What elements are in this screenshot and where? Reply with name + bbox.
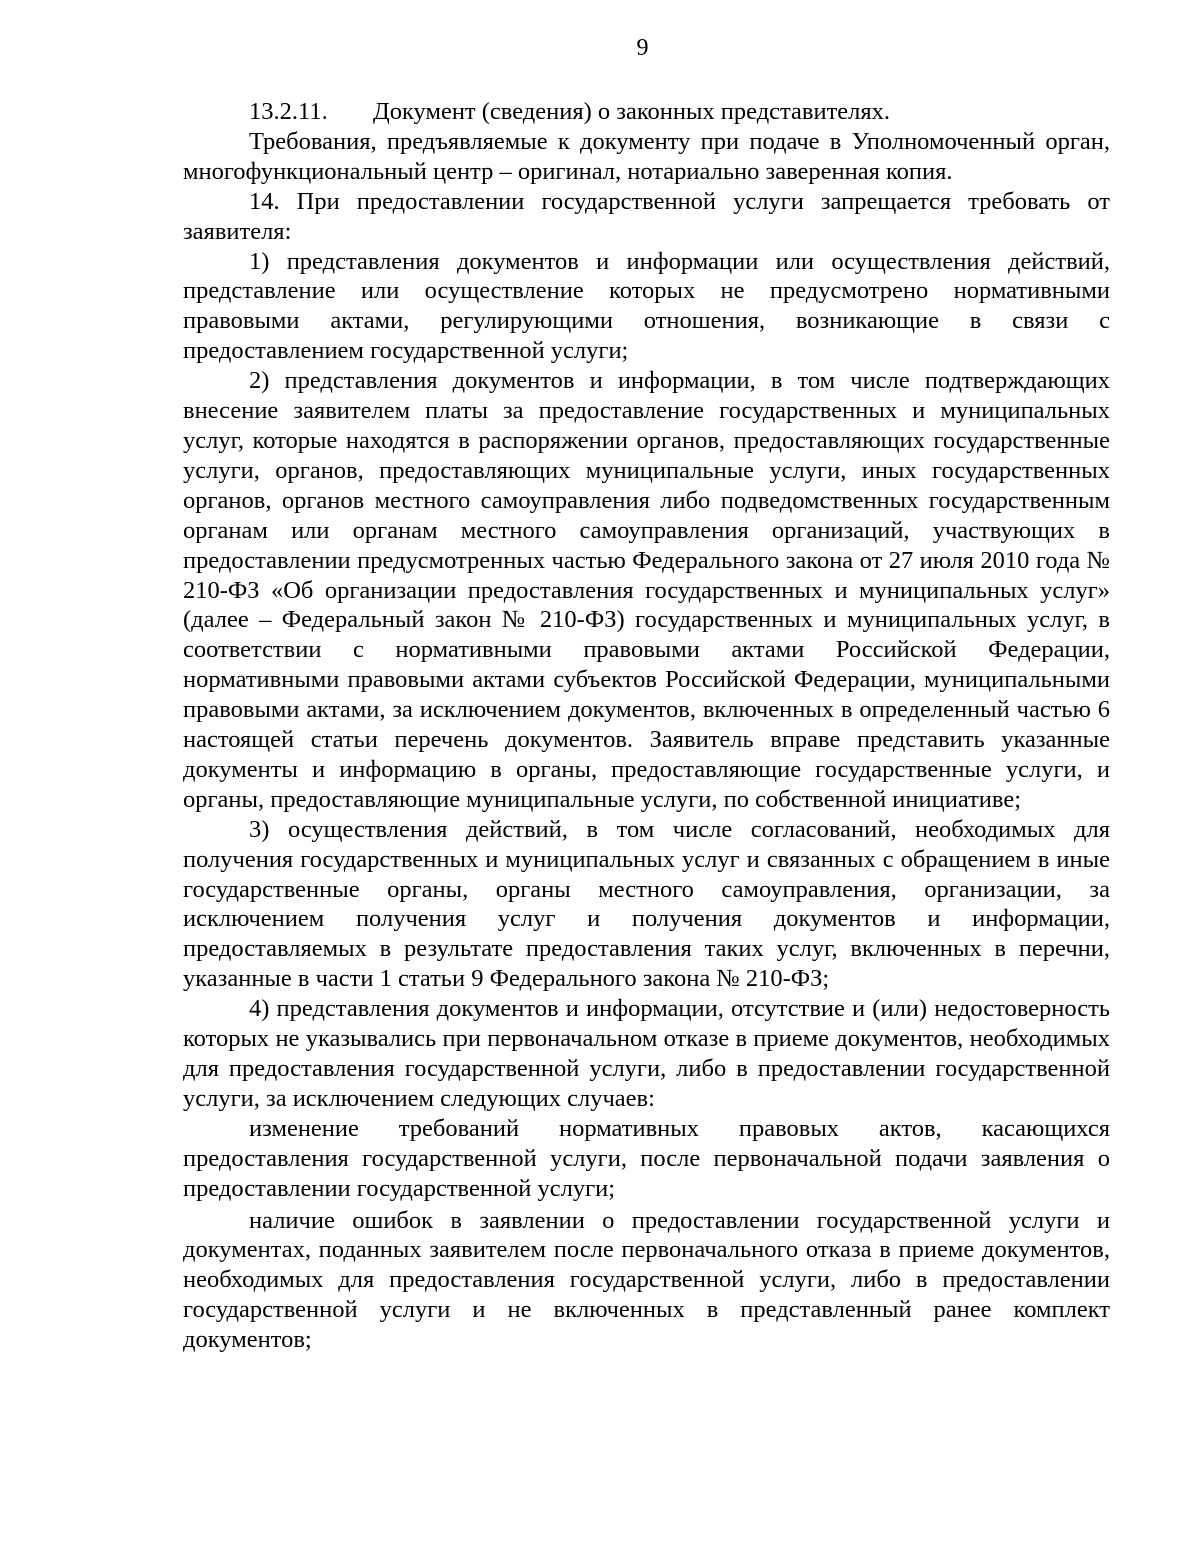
- exception-case-requirements-change: изменение требований нормативных правовых актов, касающихся предоставления государственной услуги, после первоначальной подачи заявления о предоставлении государственной услуги;: [183, 1114, 1110, 1202]
- section-title: Документ (сведения) о законных представителях.: [373, 98, 891, 125]
- list-item-1: 1) представления документов и информации или осуществления действий, представление или осуществление которых не предусмотрено нормативными правовыми актами, регулирующими отношения, возникающие в связи с предоставлением государственной услуги;: [183, 247, 1110, 365]
- section-number: 13.2.11.: [249, 98, 328, 125]
- paragraph-item-14: 14. При предоставлении государственной услуги запрещается требовать от заявителя:: [183, 187, 1110, 245]
- list-item-3: 3) осуществления действий, в том числе согласований, необходимых для получения государственных и муниципальных услуг и связанных с обращением в иные государственные органы, органы местного самоуправления, организации, за исключением получения услуг и получения документов и информации, предоставляемых в результате предоставления таких услуг, включенных в перечни, указанные в части 1 статьи 9 Федерального закона № 210-ФЗ;: [183, 815, 1110, 993]
- list-item-4: 4) представления документов и информации, отсутствие и (или) недостоверность которых не указывались при первоначальном отказе в приеме документов, необходимых для предоставления государственной услуги, либо в предоставлении государственной услуги, за исключением следующих случаев:: [183, 995, 1110, 1112]
- exception-case-errors-in-application: наличие ошибок в заявлении о предоставлении государственной услуги и документах, поданных заявителем после первоначального отказа в приеме документов, необходимых для предоставления государственной услуги, либо в предоставлении государственной услуги и не включенных в представленный ранее комплект документов;: [183, 1206, 1110, 1354]
- section-heading-13-2-11: [183, 97, 1110, 127]
- paragraph-requirements: Требования, предъявляемые к документу при подаче в Уполномоченный орган, многофункциональный центр – оригинал, нотариально заверенная копия.: [183, 127, 1110, 185]
- list-item-2: 2) представления документов и информации, в том числе подтверждающих внесение заявителем платы за предоставление государственных и муниципальных услуг, которые находятся в распоряжении органов, предоставляющих государственные услуги, органов, предоставляющих муниципальные услуги, иных государственных органов, органов местного самоуправления либо подведомственных государственным органам или органам местного самоуправления организаций, участвующих в предоставлении предусмотренных частью Федерального закона от 27 июля 2010 года № 210-ФЗ «Об организации предоставления государственных и муниципальных услуг» (далее – Федеральный закон № 210-ФЗ) государственных и муниципальных услуг, в соответствии с нормативными правовыми актами Российской Федерации, нормативными правовыми актами субъектов Российской Федерации, муниципальными правовыми актами, за исключением документов, включенных в определенный частью 6 настоящей статьи перечень документов. Заявитель вправе представить указанные документы и информацию в органы, предоставляющие государственные услуги, и органы, предоставляющие муниципальные услуги, по собственной инициативе;: [183, 367, 1110, 813]
- page-number: 9: [636, 35, 649, 61]
- document-body: [183, 97, 1110, 1355]
